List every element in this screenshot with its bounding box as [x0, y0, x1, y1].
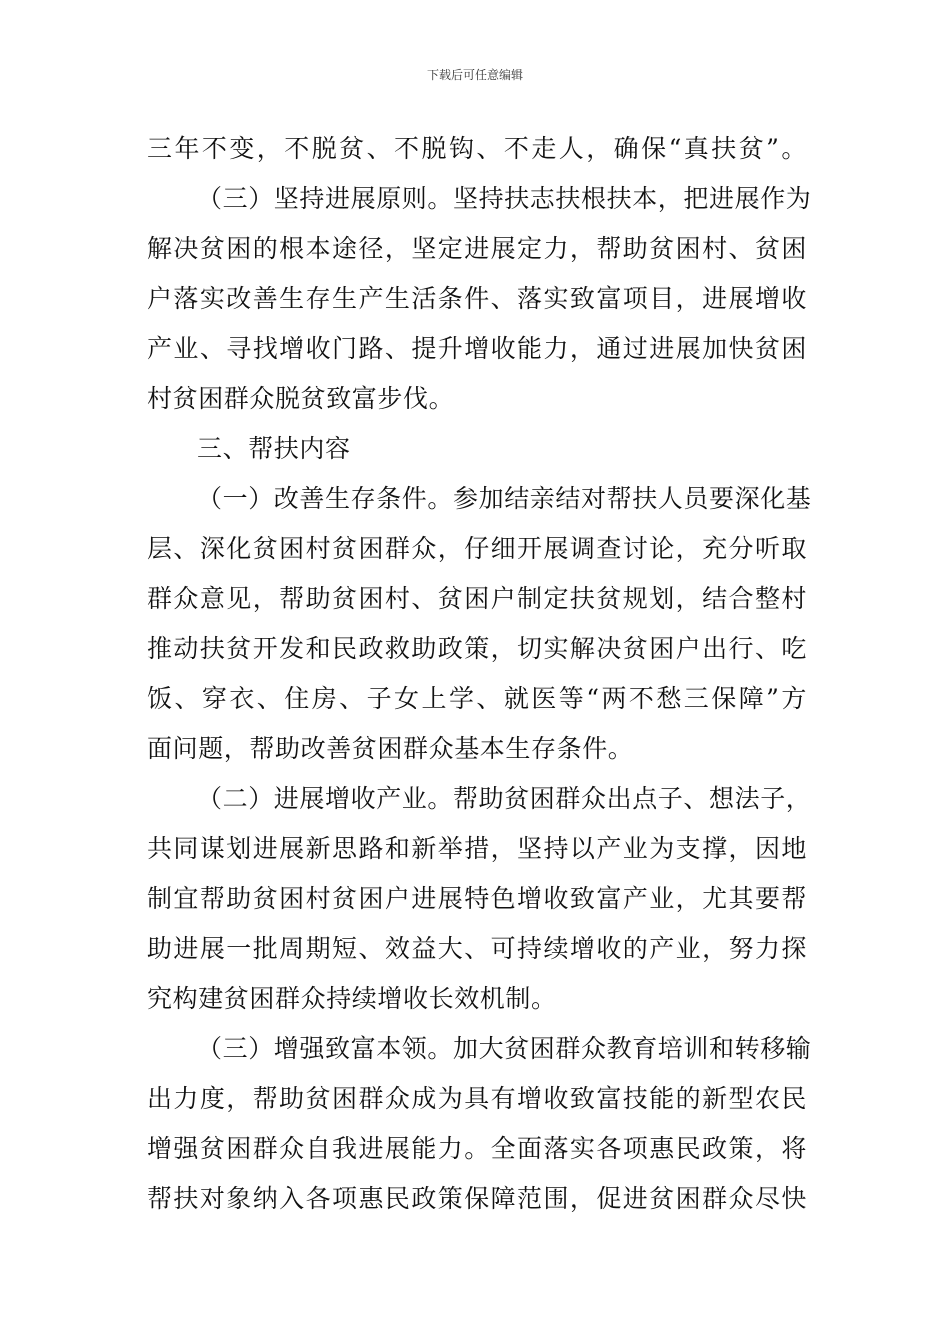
paragraph-start-line: （三）坚持进展原则。坚持扶志扶根扶本，把进展作为	[197, 184, 812, 213]
paragraph-start-line: （三）增强致富本领。加大贫困群众教育培训和转移输	[197, 1034, 812, 1063]
text-line: 三年不变，不脱贫、不脱钩、不走人，确保“真扶贫”。	[147, 134, 807, 163]
text-line: 帮扶对象纳入各项惠民政策保障范围，促进贫困群众尽快	[147, 1184, 807, 1213]
text-line: 制宜帮助贫困村贫困户进展特色增收致富产业，尤其要帮	[147, 884, 807, 913]
text-line: 增强贫困群众自我进展能力。全面落实各项惠民政策，将	[147, 1134, 807, 1163]
paragraph-start-line: （一）改善生存条件。参加结亲结对帮扶人员要深化基	[197, 484, 812, 513]
paragraph-start-line: （二）进展增收产业。帮助贫困群众出点子、想法子，	[197, 784, 812, 813]
page-header: 下载后可任意编辑	[426, 68, 523, 82]
text-line: 解决贫困的根本途径，坚定进展定力，帮助贫困村、贫困	[147, 234, 807, 263]
text-line: 出力度，帮助贫困群众成为具有增收致富技能的新型农民	[147, 1084, 807, 1113]
section-heading: 三、帮扶内容	[197, 434, 351, 463]
text-line: 群众意见，帮助贫困村、贫困户制定扶贫规划，结合整村	[147, 584, 807, 613]
text-line: 究构建贫困群众持续增收长效机制。	[147, 984, 557, 1013]
text-line: 村贫困群众脱贫致富步伐。	[147, 384, 455, 413]
text-line: 层、深化贫困村贫困群众，仔细开展调查讨论，充分听取	[147, 534, 807, 563]
text-line: 饭、穿衣、住房、子女上学、就医等“两不愁三保障”方	[147, 684, 807, 713]
text-line: 户落实改善生存生产生活条件、落实致富项目，进展增收	[147, 284, 807, 313]
text-line: 推动扶贫开发和民政救助政策，切实解决贫困户出行、吃	[147, 634, 807, 663]
text-line: 产业、寻找增收门路、提升增收能力，通过进展加快贫困	[147, 334, 807, 363]
text-line: 共同谋划进展新思路和新举措，坚持以产业为支撑，因地	[147, 834, 807, 863]
text-line: 面问题，帮助改善贫困群众基本生存条件。	[147, 734, 634, 763]
text-line: 助进展一批周期短、效益大、可持续增收的产业，努力探	[147, 934, 807, 963]
